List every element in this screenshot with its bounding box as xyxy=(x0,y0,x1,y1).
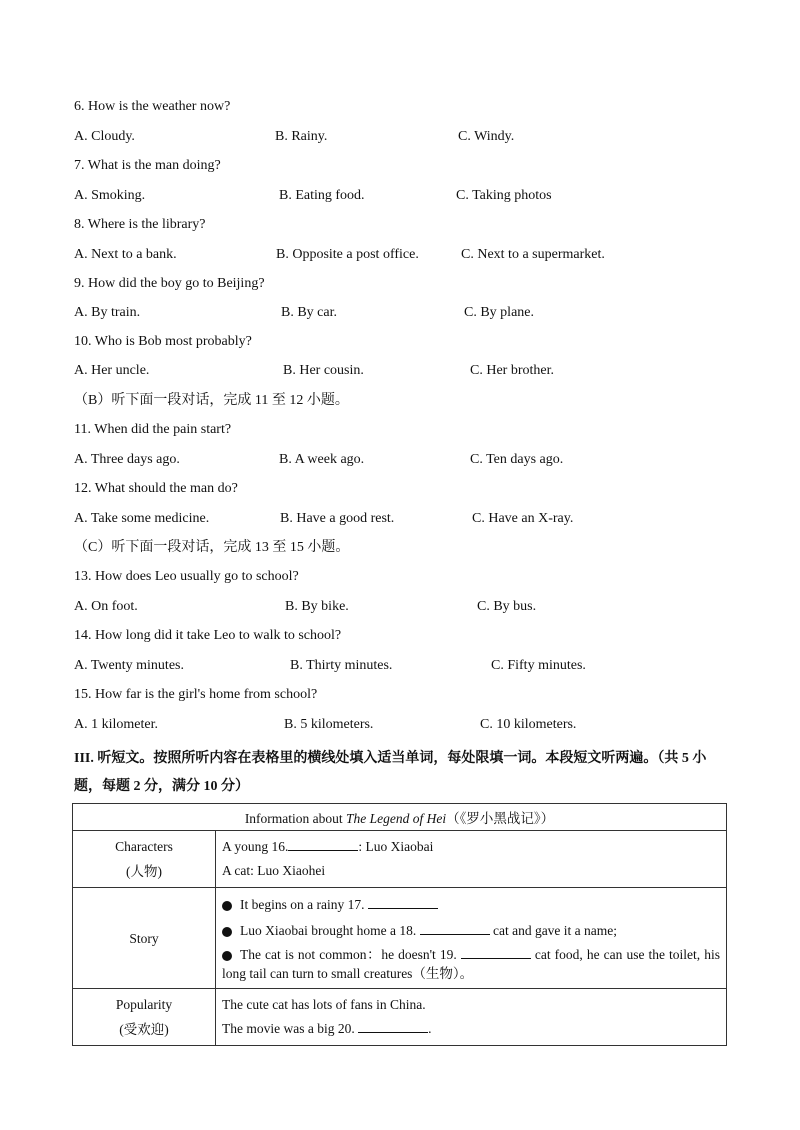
characters-label-cell xyxy=(73,831,216,888)
table-header-text: Information about xyxy=(244,811,347,826)
answer-option[interactable]: C. Her brother. xyxy=(470,363,554,378)
answer-option[interactable]: B. Have a good rest. xyxy=(280,511,395,526)
answer-option[interactable]: C. 10 kilometers. xyxy=(480,717,577,732)
character-1-name: : Luo Xiaobai xyxy=(358,839,434,854)
answer-option[interactable]: B. Rainy. xyxy=(275,129,328,144)
question-text: 9. How did the boy go to Beijing? xyxy=(74,276,265,291)
story-3-text: The cat is not common：he doesn't 19. xyxy=(240,947,457,962)
story-2-text: Luo Xiaobai brought home a 18. xyxy=(240,923,417,938)
answer-option[interactable]: A. Her uncle. xyxy=(74,363,150,378)
answer-option[interactable]: B. Thirty minutes. xyxy=(290,658,393,673)
question-text: 8. Where is the library? xyxy=(74,217,206,232)
answer-option[interactable]: B. By bike. xyxy=(285,599,349,614)
blank-17[interactable] xyxy=(368,896,438,909)
question-text: 7. What is the man doing? xyxy=(74,158,221,173)
blank-16[interactable] xyxy=(288,838,358,851)
popularity-line-1: The cute cat has lots of fans in China. xyxy=(222,997,426,1012)
answer-option[interactable]: C. Have an X-ray. xyxy=(472,511,574,526)
table-header xyxy=(73,804,727,831)
section-c-heading: （C）听下面一段对话，完成 13 至 15 小题。 xyxy=(74,540,350,555)
answer-option[interactable]: A. Twenty minutes. xyxy=(74,658,184,673)
bullet-icon xyxy=(222,901,232,911)
answer-option[interactable]: B. 5 kilometers. xyxy=(284,717,374,732)
movie-title: The Legend of Hei xyxy=(346,811,447,826)
answer-option[interactable]: B. By car. xyxy=(281,305,337,320)
section-iii-instructions: III. 听短文。按照所听内容在表格里的横线处填入适当单词，每处限填一词。本段短文听两遍。（共 5 小 xyxy=(74,751,707,766)
story-content xyxy=(216,888,727,989)
answer-option[interactable]: C. By plane. xyxy=(464,305,534,320)
movie-title-cn: （《罗小黑战记》） xyxy=(446,811,555,826)
question-text: 15. How far is the girl's home from school? xyxy=(74,687,318,702)
answer-option[interactable]: A. 1 kilometer. xyxy=(74,717,158,732)
answer-option[interactable]: A. On foot. xyxy=(74,599,138,614)
bullet-icon xyxy=(222,927,232,937)
answer-option[interactable]: C. Windy. xyxy=(458,129,515,144)
character-1-text: A young 16. xyxy=(222,839,289,854)
answer-option[interactable]: C. Fifty minutes. xyxy=(491,658,586,673)
answer-option[interactable]: A. By train. xyxy=(74,305,141,320)
question-text: 14. How long did it take Leo to walk to school? xyxy=(74,628,342,643)
popularity-label: Popularity xyxy=(115,997,173,1012)
section-iii-instructions-cont: 题，每题 2 分，满分 10 分） xyxy=(74,779,249,794)
answer-option[interactable]: A. Next to a bank. xyxy=(74,247,177,262)
answer-option[interactable]: C. Ten days ago. xyxy=(470,452,564,467)
answer-option[interactable]: B. Opposite a post office. xyxy=(276,247,419,262)
blank-19[interactable] xyxy=(461,946,531,959)
story-1-text: It begins on a rainy 17. xyxy=(240,897,365,912)
answer-option[interactable]: B. A week ago. xyxy=(279,452,365,467)
answer-option[interactable]: C. Next to a supermarket. xyxy=(461,247,605,262)
story-2-text-end: cat and gave it a name; xyxy=(489,923,618,938)
answer-option[interactable]: A. Take some medicine. xyxy=(74,511,210,526)
characters-label: Characters xyxy=(115,839,173,854)
popularity-line-2-end: . xyxy=(428,1021,432,1036)
bullet-icon xyxy=(222,951,232,961)
characters-content xyxy=(216,831,727,888)
story-label: Story xyxy=(129,930,159,946)
answer-option[interactable]: A. Smoking. xyxy=(74,188,146,203)
question-text: 11. When did the pain start? xyxy=(74,422,232,437)
popularity-label-cell xyxy=(73,989,216,1046)
blank-20[interactable] xyxy=(358,1020,428,1033)
question-text: 6. How is the weather now? xyxy=(74,99,231,114)
popularity-label-cn: (受欢迎) xyxy=(119,1022,169,1037)
answer-option[interactable]: C. Taking photos xyxy=(456,188,552,203)
popularity-content xyxy=(216,989,727,1046)
character-2-text: A cat: Luo Xiaohei xyxy=(222,863,326,878)
question-text: 13. How does Leo usually go to school? xyxy=(74,569,299,584)
blank-18[interactable] xyxy=(420,922,490,935)
answer-option[interactable]: B. Eating food. xyxy=(279,188,365,203)
popularity-line-2: The movie was a big 20. xyxy=(222,1021,355,1036)
story-label-cell xyxy=(73,888,216,989)
section-b-heading: （B）听下面一段对话，完成 11 至 12 小题。 xyxy=(74,393,349,408)
answer-option[interactable]: C. By bus. xyxy=(477,599,537,614)
question-text: 10. Who is Bob most probably? xyxy=(74,334,252,349)
question-text: 12. What should the man do? xyxy=(74,481,238,496)
information-table xyxy=(72,803,727,1046)
answer-option[interactable]: A. Three days ago. xyxy=(74,452,180,467)
characters-label-cn: (人物) xyxy=(126,864,162,879)
story-3-text-end: cat food, he can use the toilet, his long tail can turn to small creatures（生物）。 xyxy=(222,947,720,981)
answer-option[interactable]: A. Cloudy. xyxy=(74,129,135,144)
answer-option[interactable]: B. Her cousin. xyxy=(283,363,364,378)
